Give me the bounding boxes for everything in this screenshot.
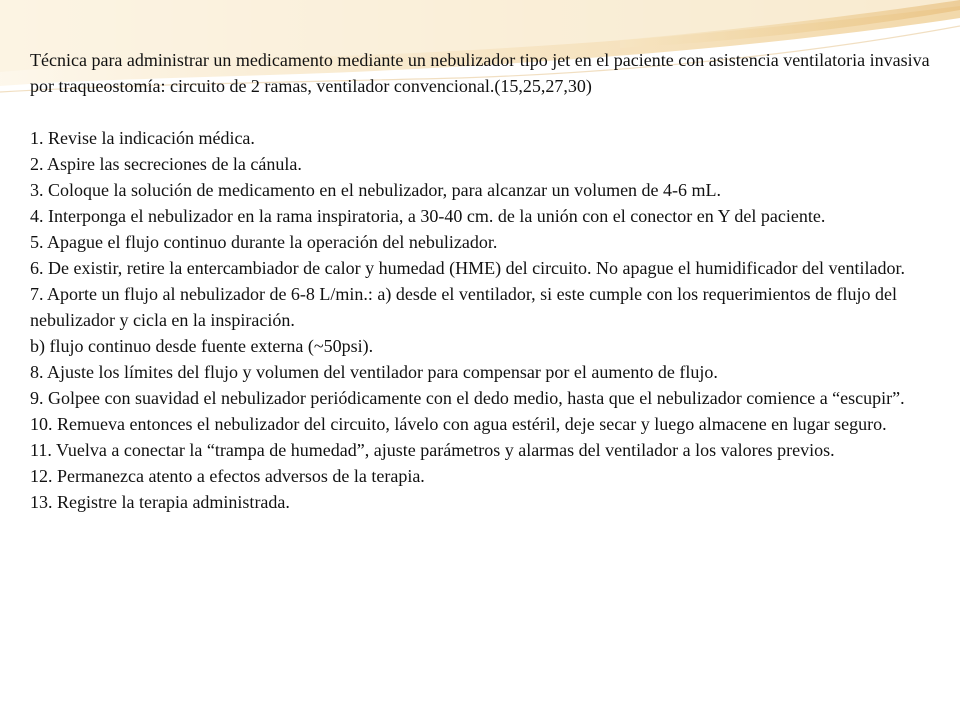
step-4: 4. Interponga el nebulizador en la rama inspiratoria, a 30-40 cm. de la unión con el conector en Y del paciente. [30,206,826,226]
step-8: 8. Ajuste los límites del flujo y volumen del ventilador para compensar por el aumento de flujo. [30,362,718,382]
slide-body [30,47,935,515]
step-7: 7. Aporte un flujo al nebulizador de 6-8 L/min.: a) desde el ventilador, si este cumple con los requerimientos de flujo del nebulizador y cicla en la inspiración. [30,284,898,330]
step-12: 12. Permanezca atento a efectos adversos de la terapia. [30,466,425,486]
intro-paragraph: Técnica para administrar un medicamento mediante un nebulizador tipo jet en el paciente con asistencia ventilatoria invasiva por traqueostomía: circuito de 2 ramas, ventilador convencional.(15,25,27,30) [30,50,930,96]
step-5: 5. Apague el flujo continuo durante la operación del nebulizador. [30,232,498,252]
step-11: 11. Vuelva a conectar la “trampa de humedad”, ajuste parámetros y alarmas del ventilador a los valores previos. [30,440,835,460]
step-2: 2. Aspire las secreciones de la cánula. [30,154,302,174]
step-1: 1. Revise la indicación médica. [30,128,255,148]
step-9: 9. Golpee con suavidad el nebulizador periódicamente con el dedo medio, hasta que el nebulizador comience a “escupir”. [30,388,905,408]
step-3: 3. Coloque la solución de medicamento en el nebulizador, para alcanzar un volumen de 4-6 mL. [30,180,722,200]
step-6: 6. De existir, retire la entercambiador de calor y humedad (HME) del circuito. No apague el humidificador del ventilador. [30,258,905,278]
step-10: 10. Remueva entonces el nebulizador del circuito, lávelo con agua estéril, deje secar y luego almacene en lugar seguro. [30,414,887,434]
step-7b: b) flujo continuo desde fuente externa (~50psi). [30,336,374,356]
step-13: 13. Registre la terapia administrada. [30,492,290,512]
